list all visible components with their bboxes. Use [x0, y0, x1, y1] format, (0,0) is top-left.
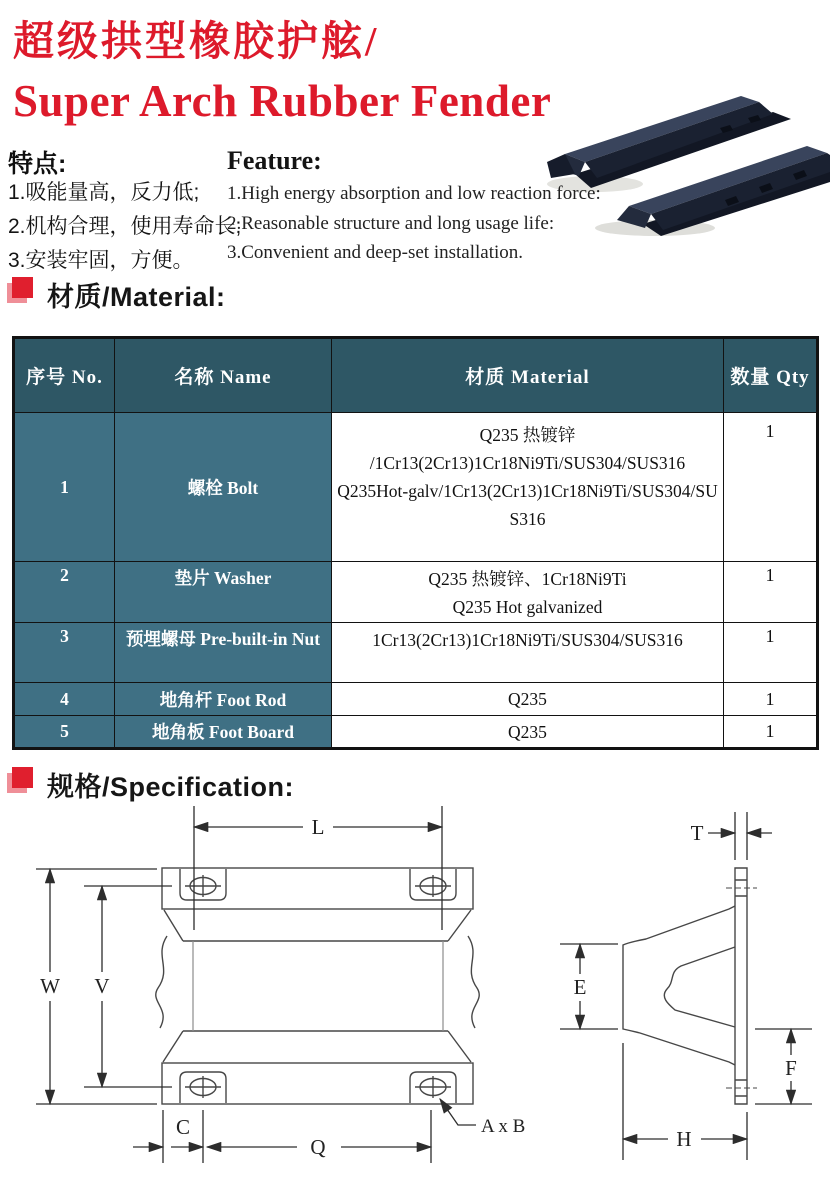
dim-label-L: L — [311, 815, 325, 839]
material-section-header — [7, 277, 226, 314]
dim-label-W: W — [40, 974, 60, 998]
plan-view — [156, 868, 479, 1104]
features-heading-zh: 特点: — [8, 150, 67, 178]
table-row — [14, 716, 818, 749]
cell-material: Q235 热镀锌、1Cr18Ni9Ti Q235 Hot galvanized — [332, 562, 724, 623]
cell-qty: 1 — [724, 623, 818, 683]
cell-name: 螺栓 Bolt — [115, 413, 332, 562]
red-square-icon — [7, 277, 34, 304]
feature-item: 1.吸能量高，反力低; — [8, 181, 200, 204]
cell-name: 地角杆 Foot Rod — [115, 683, 332, 716]
cell-no: 4 — [14, 683, 115, 716]
dim-label-E: E — [573, 975, 587, 999]
feature-item: 3.安装牢固，方便。 — [8, 249, 194, 272]
dim-label-H: H — [676, 1127, 692, 1151]
table-header-cell: 数量 Qty — [724, 338, 818, 413]
cell-material: Q235 — [332, 716, 724, 749]
cell-no: 1 — [14, 413, 115, 562]
section-view-dimensions — [560, 812, 812, 1160]
specification-drawings — [0, 800, 830, 1194]
page-title-zh: 超级拱型橡胶护舷/ — [13, 18, 380, 64]
cell-qty: 1 — [724, 413, 818, 562]
feature-item: 2.机构合理，使用寿命长; — [8, 215, 242, 238]
cell-no: 5 — [14, 716, 115, 749]
features-list-zh — [8, 176, 241, 278]
feature-item: 2.Reasonable structure and long usage life: — [227, 212, 555, 234]
cell-material: 1Cr13(2Cr13)1Cr18Ni9Ti/SUS304/SUS316 — [332, 623, 724, 683]
material-section-label: 材质/Material: — [47, 282, 226, 312]
cell-material: Q235 热镀锌 /1Cr13(2Cr13)1Cr18Ni9Ti/SUS304/SUS316 Q235Hot-galv/1Cr13(2Cr13)1Cr18Ni9Ti/SUS304/SU S316 — [332, 413, 724, 562]
dim-label-C: C — [175, 1115, 191, 1139]
cell-no: 2 — [14, 562, 115, 623]
cell-name: 预埋螺母 Pre-built-in Nut — [115, 623, 332, 683]
section-view-labels — [574, 821, 797, 1151]
feature-item: 1.High energy absorption and low reaction force: — [227, 183, 601, 204]
red-square — [12, 767, 33, 788]
features-heading-en: Feature: — [227, 146, 322, 175]
cell-qty: 1 — [724, 562, 818, 623]
table-header-cell: 序号 No. — [14, 338, 115, 413]
features-list-en — [227, 179, 601, 268]
table-row — [14, 623, 818, 683]
cell-name: 地角板 Foot Board — [115, 716, 332, 749]
dim-label-V: V — [94, 974, 110, 998]
table-row — [14, 683, 818, 716]
cell-material: Q235 — [332, 683, 724, 716]
material-table-header-row — [14, 338, 818, 413]
table-row — [14, 413, 818, 562]
cell-name: 垫片 Washer — [115, 562, 332, 623]
specification-section-label: 规格/Specification: — [47, 772, 295, 802]
material-table — [12, 336, 819, 750]
cell-qty: 1 — [724, 683, 818, 716]
table-header-cell: 名称 Name — [115, 338, 332, 413]
feature-item: 3.Convenient and deep-set installation. — [227, 242, 524, 263]
table-row — [14, 562, 818, 623]
dim-label-Q: Q — [310, 1135, 326, 1159]
dim-label-AxB: A x B — [481, 1116, 526, 1137]
plan-view-labels — [40, 815, 525, 1159]
red-square — [12, 277, 33, 298]
material-table-body — [14, 413, 818, 749]
specification-section-header — [7, 767, 294, 804]
section-view — [623, 868, 757, 1104]
page-title-en: Super Arch Rubber Fender — [13, 76, 552, 126]
cell-qty: 1 — [724, 716, 818, 749]
dim-label-F: F — [785, 1056, 797, 1080]
table-header-cell: 材质 Material — [332, 338, 724, 413]
red-square-icon — [7, 767, 34, 794]
dim-label-T: T — [690, 821, 704, 845]
cell-no: 3 — [14, 623, 115, 683]
